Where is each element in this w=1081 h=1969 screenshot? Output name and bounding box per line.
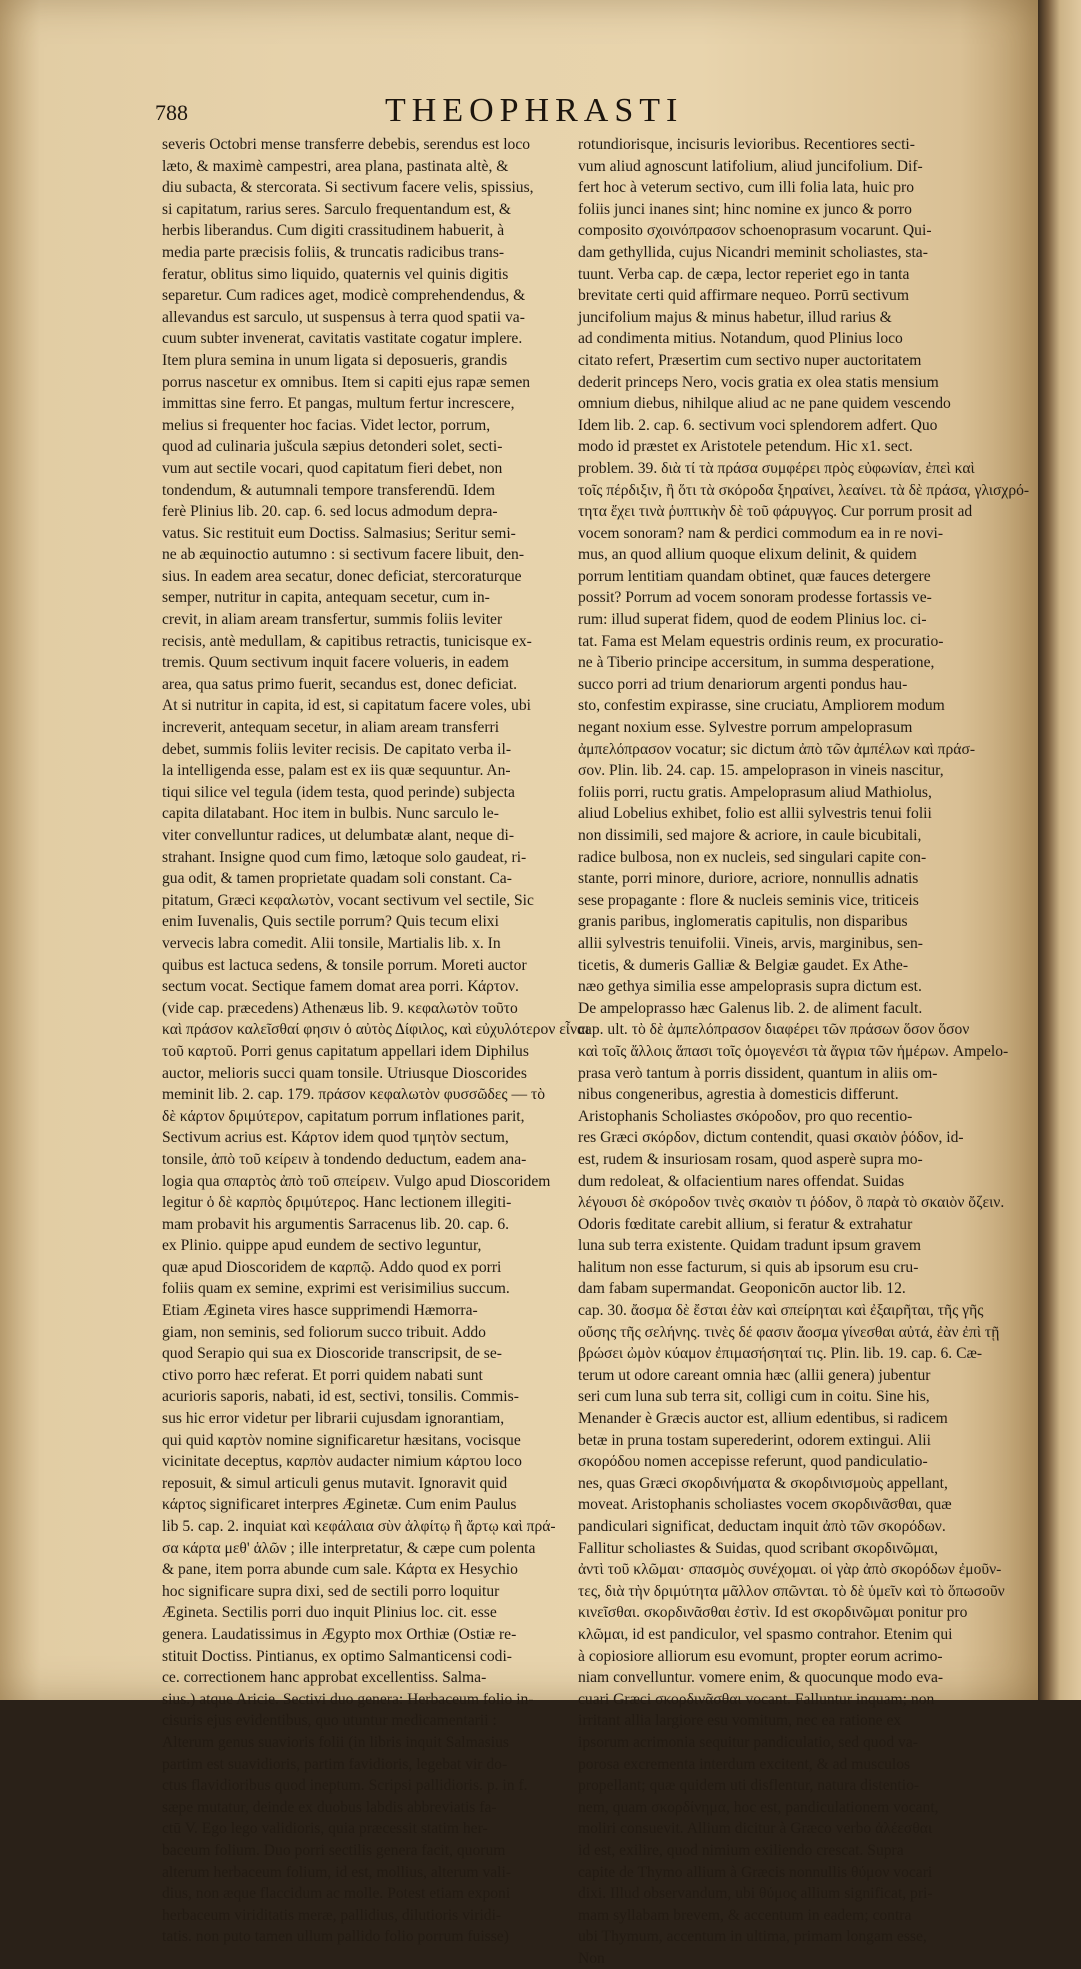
text-line: juncifolium majus & minus habetur, illud rarius & <box>578 308 892 326</box>
text-line: meminit lib. 2. cap. 179. πράσον κεφαλωτὸν φυσσῶδες — τὸ <box>162 1086 546 1104</box>
text-line: quæ apud Dioscoridem de καρπῷ. Addo quod ex porri <box>162 1258 502 1276</box>
text-line: niam convelluntur. vomere enim, & quocunque modo eva- <box>578 1669 944 1687</box>
text-line: cisuris ejus evidentibus, quo utuntur medicamentarii : <box>162 1712 497 1730</box>
text-line: ne ab æquinoctio autumno : si sectivum facere libuit, den- <box>162 546 525 564</box>
text-line: næo gethya similia esse ampeloprasis supra dictum est. <box>578 978 922 996</box>
text-line: gua odit, & tamen proprietate quadam soli constant. Ca- <box>162 870 512 888</box>
text-line: ipsorum acrimonia sequitur pandiculatio, sed quod va- <box>578 1733 918 1751</box>
text-line: ἀμπελόπρασον vocatur; sic dictum ἀπὸ τῶν ἀμπέλων καὶ πράσ- <box>578 740 976 758</box>
text-line: fert hoc à veterum sectivo, cum illi folia lata, huic pro <box>578 179 915 197</box>
text-line: ce. correctionem hanc approbat excellentiss. Salma- <box>162 1669 487 1687</box>
text-line: enim Iuvenalis, Quis sectile porrum? Quis tecum elixi <box>162 913 499 931</box>
text-line: καὶ πράσον καλεῖσθαί φησιν ὁ αὐτὸς Δίφιλος, καὶ εὐχυλότερον εἶναι <box>162 1021 590 1039</box>
text-line: (vide cap. præcedens) Athenæus lib. 9. κεφαλωτὸν τοῦτο <box>162 999 518 1017</box>
text-line: nes, quas Græci σκορδινήματα & σκορδινισμοὺς appellant, <box>578 1474 948 1492</box>
text-line: sæpe mutatur, deinde ex duobus labdis abbreviatis fa- <box>162 1798 497 1816</box>
text-line: feratur, oblitus simo liquido, quaternis vel quinis digitis <box>162 265 509 283</box>
text-line: sectum vocat. Sectique famem domat area porri. Κάρτον. <box>162 978 519 996</box>
text-line: τοῦ καρτοῦ. Porri genus capitatum appellari idem Diphilus <box>162 1042 529 1060</box>
text-line: Item plura semina in unum ligata si deposueris, grandis <box>162 351 508 369</box>
text-line: Menander è Græcis auctor est, allium edentibus, si radicem <box>578 1410 948 1428</box>
text-line: terum ut odore careant omnia hæc (allii genera) jubentur <box>578 1366 931 1384</box>
text-line: tatis. non puto tamen ullum pallido folio porrum fuisse) <box>162 1928 509 1946</box>
text-line: capite de Thymo allium à Græcis nonnullis θύμον vocari <box>578 1863 933 1881</box>
text-line: auctor, melioris succi quam tonsile. Utriusque Dioscorides <box>162 1064 527 1082</box>
text-line: tremis. Quum sectivum inquit facere volueris, in eadem <box>162 654 509 672</box>
text-line: est, rudem & insuriosam rosam, quod asperè supra mo- <box>578 1150 923 1168</box>
text-line: recisis, antè medullam, & capitibus retractis, tunicisque ex- <box>162 632 532 650</box>
text-line: giam, non seminis, sed foliorum succo tribuit. Addo <box>162 1323 486 1341</box>
text-line: non dissimili, sed majore & acriore, in caule bicubitali, <box>578 827 922 844</box>
text-line: media parte præcisis foliis, & truncatis radicibus trans- <box>162 243 505 261</box>
text-line: id est, exilire, quod nimium exiliendo crescat. Supra <box>578 1841 904 1859</box>
text-line: reposuit, & simul articuli genus mutavit. Ignoravit quid <box>162 1474 508 1492</box>
right-text-column <box>578 134 1030 1967</box>
text-line: Ægineta. Sectilis porri duo inquit Plinius loc. cit. esse <box>162 1604 497 1622</box>
text-line: tat. Fama est Melam equestris ordinis reum, ex procuratio- <box>578 632 944 650</box>
text-line: debet, summis foliis leviter recisis. De capitato verba il- <box>162 740 512 758</box>
text-line: viter convelluntur radices, ut delumbatæ alant, neque di- <box>162 827 515 844</box>
text-line: la intelligenda esse, palam est ex iis quæ sequuntur. An- <box>162 762 511 780</box>
text-line: strahant. Insigne quod cum fimo, lætoque solo gaudeat, ri- <box>162 848 527 866</box>
text-line: problem. 39. διὰ τί τὰ πράσα συμφέρει πρὸς εὐφωνίαν, ἐπεὶ καὶ <box>578 459 975 477</box>
text-line: increverit, antequam secetur, in aliam aream transferri <box>162 719 500 737</box>
text-line: melius si frequenter hoc facias. Videt lector, porrum, <box>162 416 491 434</box>
text-line: baceum folium. Duo porri sectilis genera facit, quorum <box>162 1841 506 1859</box>
text-line: crevit, in aliam aream transfertur, summis foliis leviter <box>162 611 503 629</box>
text-line: δὲ κάρτον δριμύτερον, capitatum porrum inflationes parit, <box>162 1107 525 1125</box>
left-text-column <box>162 134 590 1946</box>
text-line: modo id præstet ex Aristotele petendum. Hic x1. sect. <box>578 438 913 456</box>
page-number: 788 <box>155 100 188 125</box>
text-line: separetur. Cum radices aget, modicè comprehendendus, & <box>162 287 526 305</box>
text-line: luna sub terra existente. Quidam tradunt ipsum gravem <box>578 1237 921 1255</box>
text-line: ferè Plinius lib. 20. cap. 6. sed locus admodum depra- <box>162 503 498 521</box>
text-line: acurioris saporis, nabati, id est, sectivi, tonsilis. Commis- <box>162 1388 519 1406</box>
text-line: læto, & maximè campestri, area plana, pastinata altè, & <box>162 157 509 175</box>
text-line: quibus est lactuca sedens, & tonsile porrum. Moreti auctor <box>162 956 527 974</box>
text-line: ne à Tiberio principe accersitum, in summa desperatione, <box>578 654 935 672</box>
text-line: irritant allia largiore esu vomitum, nec ea ratione ex <box>578 1712 902 1730</box>
text-line: possit? Porrum ad vocem sonoram prodesse fortassis ve- <box>578 589 932 607</box>
text-line: immittas sine ferro. Et pangas, multum fertur increscere, <box>162 395 515 413</box>
text-line: cap. ult. τὸ δὲ ἀμπελόπρασον διαφέρει τῶν πράσων ὅσον ὅσον <box>578 1021 970 1039</box>
text-line: brevitate certi quid affirmare nequeo. Porrū sectivum <box>578 287 909 305</box>
text-line: aliud Lobelius exhibet, folio est allii sylvestris tenui folii <box>578 805 932 823</box>
text-line: ἀντὶ τοῦ κλῶμαι· σπασμὸς συνέχομαι. οἱ γὰρ ἀπὸ σκορόδων ἐμοῦν- <box>578 1561 1002 1579</box>
text-line: σκορόδου nomen accepisse referunt, quod pandiculatio- <box>578 1453 928 1471</box>
text-line: nibus congeneribus, agrestia à domesticis differunt. <box>578 1086 899 1104</box>
text-line: cap. 30. ἄοσμα δὲ ἔσται ἐὰν καὶ σπείρηται καὶ ἐξαιρῆται, τῆς γῆς <box>578 1302 984 1320</box>
text-line: mam syllabam brevem, & accentum in eadem; contra <box>578 1906 912 1924</box>
text-line: Aristophanis Scholiastes σκόροδον, pro quo recentio- <box>578 1107 913 1125</box>
text-line: dederit princeps Nero, vocis gratia ex olea statis mensium <box>578 373 939 391</box>
text-line: alterum herbaceum folium, id est, mollius, alterum vali- <box>162 1863 512 1881</box>
text-line: σον. Plin. lib. 24. cap. 15. ampeloprason in vineis nascitur, <box>578 762 944 780</box>
text-line: Odoris fœditate carebit allium, si feratur & extrahatur <box>578 1215 913 1233</box>
running-title: THEOPHRASTI <box>385 92 684 129</box>
text-line: σα κάρτα μεθ' ἁλῶν ; ille interpretatur, & cæpe cum polenta <box>162 1539 536 1557</box>
text-line: tondendum, & autumnali tempore transferendū. Idem <box>162 481 496 499</box>
text-line: herbaceum viriditatis meræ, pallidius, dilutioris viridi- <box>162 1906 502 1924</box>
text-line: herbis liberandus. Cum digiti crassitudinem habuerit, à <box>162 222 505 240</box>
text-line: pitatum, Græci κεφαλωτὸν, vocant sectivum vel sectile, Sic <box>162 891 534 909</box>
text-line: ctivo porro hæc referat. Et porri quidem nabati sunt <box>162 1366 483 1384</box>
text-line: legitur ὁ δὲ καρπὸς δριμύτερος. Hanc lectionem illegiti- <box>162 1194 512 1212</box>
text-line: ad condimenta mitius. Notandum, quod Plinius loco <box>578 330 903 348</box>
text-line: vum aliud agnoscunt latifolium, aliud juncifolium. Dif- <box>578 157 923 175</box>
text-line: mam probavit his argumentis Sarracenus lib. 20. cap. 6. <box>162 1215 510 1233</box>
text-line: vum aut sectile vocari, quod capitatum fieri debet, non <box>162 459 503 477</box>
text-line: semper, nutritur in capita, antequam secetur, cum in- <box>162 589 490 607</box>
text-line: sto, confestim expirasse, sine cruciatu, Ampliorem modum <box>578 697 945 715</box>
text-line: severis Octobri mense transferre debebis, serendus est loco <box>162 136 531 153</box>
text-line: vervecis labra comedit. Alii tonsile, Martialis lib. x. In <box>162 934 501 952</box>
text-line: à copiosiore alliorum esu evomunt, propter eorum acrimo- <box>578 1647 943 1665</box>
text-line: porrus nascetur ex omnibus. Item si capiti ejus rapæ semen <box>162 373 531 391</box>
text-line: κινεῖσθαι. σκορδινᾶσθαι ἐστὶν. Id est σκορδινῶμαι ponitur pro <box>578 1604 968 1622</box>
text-line: vicinitate deceptus, καρπὸν audacter nimium κάρτου loco <box>162 1453 522 1471</box>
text-line: negant noxium esse. Sylvestre porrum ampeloprasum <box>578 719 913 737</box>
text-line: κάρτος significaret interpres Æginetæ. Cum enim Paulus <box>162 1496 517 1514</box>
text-line: capita dilatabant. Hoc item in bulbis. Nunc sarculo le- <box>162 805 499 823</box>
text-line: ctus flavidioribus quod ineptum. Scripsi pallidioris. p. in f. <box>162 1777 528 1795</box>
text-line: Sectivum acrius est. Κάρτον idem quod τμητὸν sectum, <box>162 1129 509 1147</box>
text-line: stituit Doctiss. Pintianus, ex optimo Salmanticensi codi- <box>162 1647 512 1665</box>
text-line: radice bulbosa, non ex nucleis, sed singulari capite con- <box>578 848 927 866</box>
text-line: sese propagante : flore & nucleis seminis vice, triticeis <box>578 891 919 909</box>
text-line: sus hic error videtur per librarii cujusdam ignorantiam, <box>162 1410 505 1428</box>
text-line: citato refert, Præsertim cum sectivo nuper auctoritatem <box>578 351 922 369</box>
text-line: quod ad culinaria jušcula sæpius detonderi solet, secti- <box>162 438 503 456</box>
text-line: ctū V. Ego lego validioris, quia præcessit statim her- <box>162 1820 488 1838</box>
text-line: dixi. Illud observandum, ubi θύμος allium significat, pri- <box>578 1885 933 1903</box>
text-line: foliis quam ex semine, exprimi est verisimilius succum. <box>162 1280 510 1298</box>
text-line: seri cum luna sub terra sit, colligi cum in coitu. Sine his, <box>578 1388 930 1406</box>
text-line: composito σχοινόπρασον schoenoprasum vocarunt. Qui- <box>578 222 932 240</box>
text-line: cuum subter invenerat, cavitatis vastitate cogatur implere. <box>162 330 523 348</box>
text-line: dius, non æque flaccidum ac molle. Potest etiam exponi <box>162 1885 511 1903</box>
text-line: τες, διὰ τὴν δριμύτητα μᾶλλον σπῶνται. τὸ δὲ ὑμεῖν καὶ τὸ ὅπωσοῦν <box>578 1582 1005 1600</box>
text-line: Non <box>578 1949 605 1967</box>
text-line: Fallitur scholiastes & Suidas, quod scribant σκορδινῶμαι, <box>578 1539 939 1557</box>
text-line: λέγουσι δὲ σκόροδον τινὲς σκαιὸν τι ῥόδον, ὃ παρὰ τὸ σκαιὸν ὄζειν. <box>578 1194 1005 1212</box>
text-line: partim est suavidioris, partim favidioris, legebat vir do- <box>162 1755 508 1773</box>
text-line: At si nutritur in capita, id est, si capitatum facere voles, ubi <box>162 697 531 715</box>
text-line: Etiam Ægineta vires hasce supprimendi Hæmorra- <box>162 1302 478 1320</box>
text-line: betæ in pruna tostam superederint, odorem extingui. Alii <box>578 1431 931 1449</box>
text-line: prasa verò tantum à porris dissident, quantum in aliis om- <box>578 1064 938 1082</box>
text-line: ex Plinio. quippe apud eundem de sectivo leguntur, <box>162 1237 482 1255</box>
text-line: dam fabam supermandat. Geoponicōn auctor lib. 12. <box>578 1280 906 1298</box>
text-line: καὶ τοῖς ἄλλοις ἅπασι τοῖς ὁμογενέσι τὰ ἄγρια τῶν ἡμέρων. Ampelo- <box>578 1042 1009 1060</box>
text-line: Idem lib. 2. cap. 6. sectivum voci splendorem adfert. Quo <box>578 416 938 434</box>
text-line: allii sylvestris tenuifolii. Vineis, arvis, marginibus, sen- <box>578 934 923 952</box>
text-line: vocem sonoram? nam & perdici commodum ea in re novi- <box>578 524 944 542</box>
text-line: cuari Græci σκορδινᾶσθαι vocant. Falluntur inquam; non <box>578 1690 935 1708</box>
text-line: hoc significare supra dixi, sed de sectili porro loquitur <box>162 1582 500 1600</box>
text-line: dum redoleat, & olfacientium nares offendat. Suidas <box>578 1172 905 1190</box>
text-line: quod Serapio qui sua ex Dioscoride transcripsit, de se- <box>162 1345 502 1363</box>
text-line: & pane, item porra abunde cum sale. Κάρτα ex Hesychio <box>162 1561 518 1579</box>
text-line: foliis junci inanes sint; hinc nomine ex junco & porro <box>578 200 912 218</box>
text-line: moveat. Aristophanis scholiastes vocem σκορδινᾶσθαι, quæ <box>578 1496 952 1514</box>
text-line: dam gethyllida, cujus Nicandri meminit scholiastes, sta- <box>578 243 928 261</box>
text-line: si capitatum, rarius seres. Sarculo frequentandum est, & <box>162 200 512 218</box>
text-line: granis paribus, inglomeratis capitulis, non disparibus <box>578 913 908 931</box>
text-line: pandiculari significat, deductam inquit ἀπὸ τῶν σκορόδων. <box>578 1518 946 1535</box>
text-line: vatus. Sic restituit eum Doctiss. Salmasius; Seritur semi- <box>162 524 516 542</box>
text-line: stante, porri minore, duriore, acriore, nonnullis adnatis <box>578 870 919 888</box>
text-line: κλῶμαι, id est pandiculor, vel spasmo contrahor. Etenim qui <box>578 1625 953 1643</box>
text-line: qui quid καρτὸν nomine significaretur hæsitans, vocisque <box>162 1431 521 1449</box>
text-line: area, qua satus primo fuerit, secandus est, donec deficiat. <box>162 675 518 693</box>
text-line: logia qua σπαρτὸς ἀπὸ τοῦ σπείρειν. Vulgo apud Dioscoridem <box>162 1172 551 1190</box>
text-line: Alterum genus suavioris folii (in libris inquit Salmasius <box>162 1733 509 1751</box>
text-line: sius. In eadem area secatur, donec deficiat, stercoraturque <box>162 567 522 585</box>
text-line: tonsile, ἀπὸ τοῦ κείρειν à tondendo deductum, eadem ana- <box>162 1150 527 1168</box>
text-line: rum: illud superat fidem, quod de eodem Plinius loc. ci- <box>578 611 927 629</box>
text-line: lib 5. cap. 2. inquiat καὶ κεφάλαια σὺν ἀλφίτῳ ἢ ἄρτῳ καὶ πρά- <box>162 1518 556 1535</box>
text-line: nem, quam σκορδίνημα, hoc est, pandiculationem vocant, <box>578 1798 939 1816</box>
text-line: De ampeloprasso hæc Galenus lib. 2. de aliment facult. <box>578 999 923 1017</box>
text-line: succo porri ad trium denariorum argenti pondus hau- <box>578 675 908 693</box>
text-line: propellant; quæ quidem uti disflentur, natura distentio- <box>578 1777 920 1795</box>
text-line: tuunt. Verba cap. de cæpa, lector reperiet ego in tanta <box>578 265 910 283</box>
text-line: βρώσει ὠμὸν κύαμον ἐπιμασήσηταί τις. Plin. lib. 19. cap. 6. Cæ- <box>578 1345 983 1363</box>
text-line: τοῖς πέρδιξιν, ἢ ὅτι τὰ σκόροδα ξηραίνει, λεαίνει. τὰ δὲ πράσα, γλισχρό- <box>578 481 1030 499</box>
text-line: allevandus est sarculo, ut suspensus à terra quod spatii va- <box>162 308 525 326</box>
text-line: tiqui silice vel tegula (idem testa, quod perinde) subjecta <box>162 783 515 801</box>
text-line: omnium diebus, nihilque aliud ac ne pane quidem vescendo <box>578 395 951 413</box>
text-line: genera. Laudatissimus in Ægypto mox Orthiæ (Ostiæ re- <box>162 1625 517 1643</box>
page-edge <box>1038 0 1081 1700</box>
text-line: οὔσης τῆς σελήνης. τινὲς δέ φασιν ἄοσμα γίνεσθαι αὐτά, ἐὰν ἐπὶ τῇ <box>578 1323 1000 1341</box>
text-line: ubi Thymum, accentum in ultima, primam longam esse, <box>578 1928 927 1946</box>
text-line: mus, an quod allium quoque elixum delinit, & quidem <box>578 546 917 564</box>
text-line: porosa excrementa interdum excitent, & ad musculos <box>578 1755 911 1773</box>
text-line: porrum lentitiam quandam obtinet, quæ fauces detergere <box>578 567 931 585</box>
page-header <box>155 92 955 132</box>
text-line: res Græci σκόρδον, dictum contendit, quasi σκαιὸν ῥόδον, id- <box>578 1129 964 1147</box>
text-line: rotundiorisque, incisuris levioribus. Recentiores secti- <box>578 136 915 153</box>
text-line: foliis porri, ructu gratis. Ampeloprasum aliud Mathiolus, <box>578 783 932 801</box>
text-line: diu subacta, & stercorata. Si sectivum facere velis, spissius, <box>162 179 534 197</box>
text-line: moliri consuevit. Allium dicitur à Græco verbo ἀλέεσθαι <box>578 1820 933 1838</box>
text-line: sius.) atque Aricie. Sectivi duo genera: Herbaceum folio in- <box>162 1690 534 1708</box>
text-line: halitum non esse facturum, si quis ab ipsorum esu cru- <box>578 1258 919 1276</box>
text-line: τητα ἔχει τινὰ ῥυπτικὴν δὲ τοῦ φάρυγγος. Cur porrum prosit ad <box>578 503 973 521</box>
text-line: ticetis, & dumeris Galliæ & Belgiæ gaudet. Ex Athe- <box>578 956 909 974</box>
